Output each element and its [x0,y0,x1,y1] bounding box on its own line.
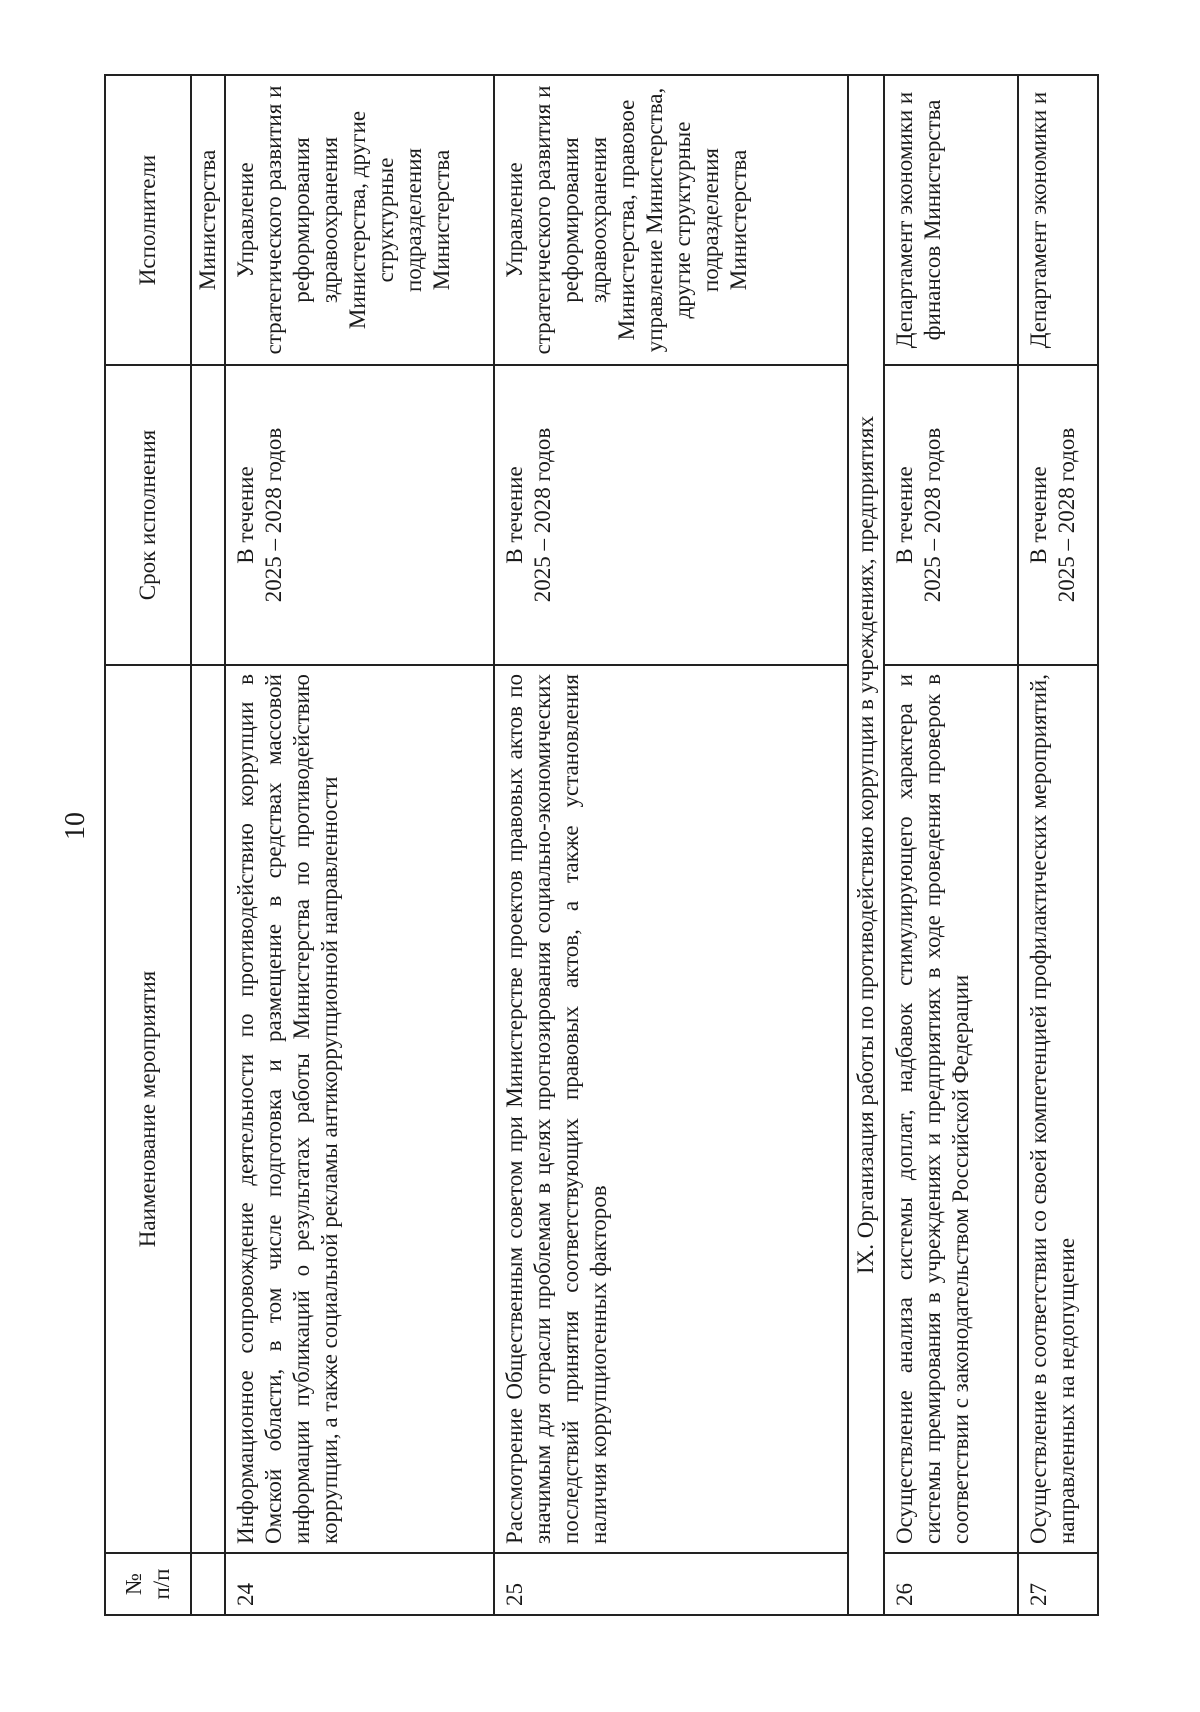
term-line1: В течение [502,466,527,564]
executors-cell: Управление стратегического развития и реформирования здравоохранения Министерства, другие структурные подразделения Министерства [225,75,494,365]
page-number: 10 [60,812,91,840]
continuation-name [191,665,225,1553]
row-number: 26 [884,1553,1018,1615]
executors-cell: Управление стратегического развития и реформирования здравоохранения Министерства, правовое управление Министерства, другие структурные подразделения Министерства [494,75,848,365]
header-num-line2: п/п [149,1568,174,1600]
continuation-num [191,1553,225,1615]
measure-name: Информационное сопровождение деятельности по противодействию коррупции в Омской области, в том числе подготовка и размещение в средствах массовой информации публикаций о результатах работы Министерства по противодействию коррупции, а также социальной рекламы антикоррупционной направленности [225,665,494,1553]
term-line2: 2025 – 2028 годов [261,427,286,603]
measure-name: Рассмотрение Общественным советом при Министерстве проектов правовых актов по значимым для отрасли проблемам в целях прогнозирования социально-экономических последствий принятия соответствующих правовых актов, а также установления наличия коррупциогенных факторов [494,665,848,1553]
term-line1: В течение [233,466,258,564]
term-cell [225,365,494,665]
header-term: Срок исполнения [105,365,191,665]
continuation-term [191,365,225,665]
term-line2: 2025 – 2028 годов [1054,427,1079,603]
header-name: Наименование мероприятия [105,665,191,1553]
term-cell [884,365,1018,665]
term-line1: В течение [892,466,917,564]
header-num [105,1553,191,1615]
section-title: IX. Организация работы по противодействию коррупции в учреждениях, предприятиях [848,75,884,1615]
table-header-row [105,75,191,1615]
term-line2: 2025 – 2028 годов [920,427,945,603]
term-cell [494,365,848,665]
term-cell [1018,365,1098,665]
measures-table [104,74,1099,1616]
row-number: 24 [225,1553,494,1615]
header-num-line1: № [121,1573,146,1595]
measure-name: Осуществление анализа системы доплат, надбавок стимулирующего характера и системы премирования в учреждениях и предприятиях в ходе проведения проверок в соответствии с законодательством Российской Федерации [884,665,1018,1553]
continuation-row [191,75,225,1615]
continuation-executors: Министерства [191,75,225,365]
table-row [1018,75,1098,1615]
table-row [225,75,494,1615]
table-row [494,75,848,1615]
term-line1: В течение [1026,466,1051,564]
rotated-document [104,76,1094,1616]
measure-name: Осуществление в соответствии со своей компетенцией профилактических мероприятий, направленных на недопущение [1018,665,1098,1553]
section-row [848,75,884,1615]
row-number: 25 [494,1553,848,1615]
header-executors: Исполнители [105,75,191,365]
table-row [884,75,1018,1615]
term-line2: 2025 – 2028 годов [530,427,555,603]
row-number: 27 [1018,1553,1098,1615]
executors-cell: Департамент экономики и [1018,75,1098,365]
executors-cell: Департамент экономики и финансов Министерства [884,75,1018,365]
